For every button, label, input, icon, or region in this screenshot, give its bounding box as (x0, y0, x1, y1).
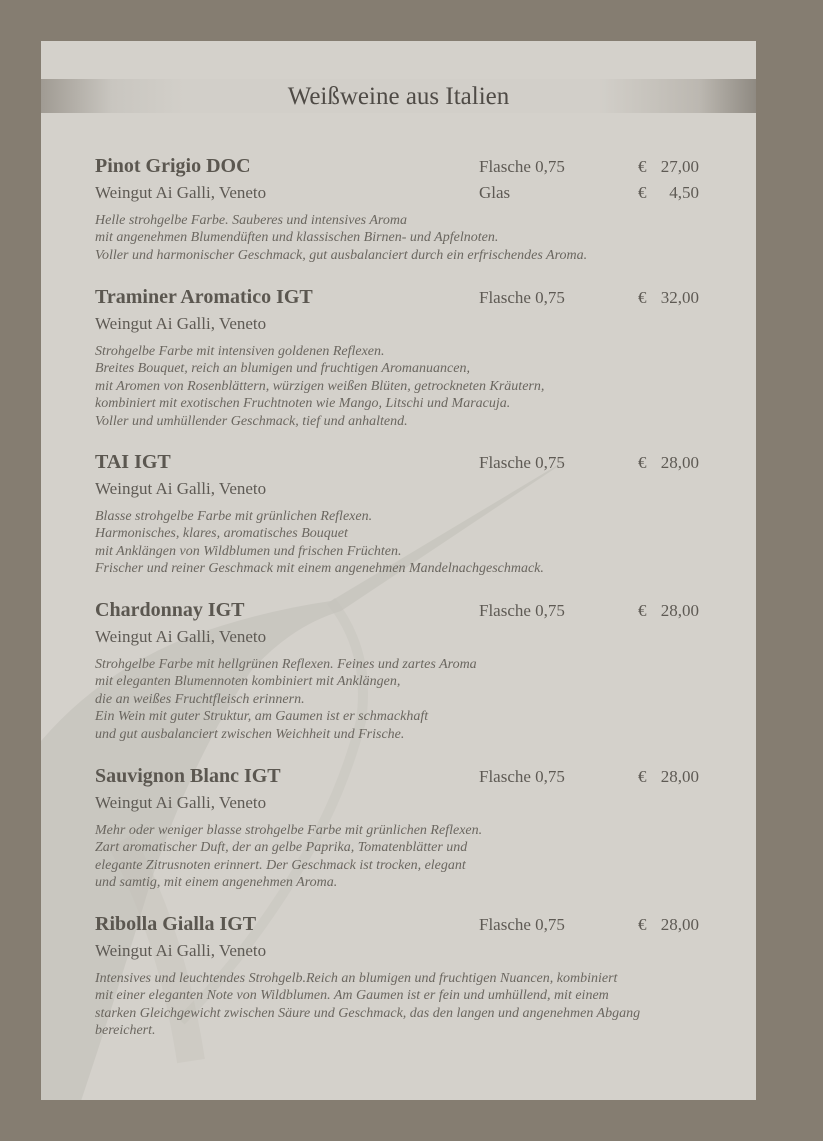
wine-producer: Weingut Ai Galli, Veneto (95, 479, 267, 498)
wine-entry (95, 599, 715, 743)
wine-description (95, 970, 715, 1040)
wine-subheader (95, 477, 715, 503)
description-line: Blasse strohgelbe Farbe mit grünlichen Reflexen. (95, 509, 373, 524)
wine-subheader (95, 791, 715, 817)
currency-symbol: € (638, 157, 647, 176)
currency-symbol: € (638, 767, 647, 786)
bottle-price: 28,00 (660, 601, 699, 620)
currency-symbol: € (638, 601, 647, 620)
wine-entry (95, 765, 715, 892)
wine-entry (95, 286, 715, 430)
wine-description (95, 508, 715, 578)
description-line: mit angenehmen Blumendüften und klassischen Birnen- und Apfelnoten. (95, 230, 499, 246)
description-line: starken Gleichgewicht zwischen Säure und Geschmack, das den langen und angenehmen Abgang (95, 1005, 641, 1021)
description-line: Breites Bouquet, reich an blumigen und fruchtigen Aromanuancen, (95, 361, 470, 377)
wine-header (95, 913, 715, 939)
wine-description (95, 212, 715, 264)
wine-header (95, 286, 715, 312)
description-line: mit eleganten Blumennoten kombiniert mit Anklängen, (95, 674, 401, 690)
wine-producer: Weingut Ai Galli, Veneto (95, 793, 267, 812)
wine-subheader (95, 625, 715, 651)
wine-subheader (95, 181, 715, 207)
bottle-size: Flasche 0,75 (479, 767, 565, 786)
wine-header (95, 155, 715, 181)
description-line: mit Aromen von Rosenblättern, würzigen weißen Blüten, getrockneten Kräutern, (95, 378, 545, 394)
description-line: elegante Zitrusnoten erinnert. Der Geschmack ist trocken, elegant (95, 857, 466, 873)
description-line: Voller und harmonischer Geschmack, gut ausbalanciert durch ein erfrischendes Aroma. (95, 247, 588, 263)
wine-header (95, 451, 715, 477)
wine-header (95, 599, 715, 625)
wine-name: TAI IGT (95, 451, 171, 473)
description-line: kombiniert mit exotischen Fruchtnoten wie Mango, Litschi und Maracuja. (95, 396, 511, 412)
wine-producer: Weingut Ai Galli, Veneto (95, 627, 267, 646)
description-line: Strohgelbe Farbe mit hellgrünen Reflexen. Feines und zartes Aroma (95, 657, 477, 672)
description-line: Harmonisches, klares, aromatisches Bouquet (95, 526, 348, 542)
description-line: Zart aromatischer Duft, der an gelbe Paprika, Tomatenblätter und (95, 840, 468, 856)
glass-size: Glas (479, 183, 511, 202)
bottle-price: 28,00 (660, 915, 699, 934)
wine-entry (95, 451, 715, 578)
bottle-size: Flasche 0,75 (479, 915, 565, 934)
description-line: Mehr oder weniger blasse strohgelbe Farbe mit grünlichen Reflexen. (95, 823, 483, 838)
wine-description (95, 822, 715, 892)
currency-symbol: € (638, 288, 647, 307)
wine-name: Traminer Aromatico IGT (95, 286, 313, 308)
description-line: und gut ausbalanciert zwischen Weichheit und Frische. (95, 726, 405, 742)
bottle-price: 28,00 (660, 453, 699, 472)
page-title: Weißweine aus Italien (287, 83, 510, 110)
menu-page (41, 41, 756, 1100)
glass-price: 4,50 (669, 183, 699, 202)
description-line: Ein Wein mit guter Struktur, am Gaumen ist er schmackhaft (95, 709, 429, 725)
wine-name: Ribolla Gialla IGT (95, 913, 257, 935)
wine-entry (95, 913, 715, 1040)
description-line: Intensives und leuchtendes Strohgelb.Reich an blumigen und fruchtigen Nuancen, kombiniert (95, 971, 618, 986)
currency-symbol: € (638, 915, 647, 934)
wine-header (95, 765, 715, 791)
wine-subheader (95, 312, 715, 338)
wine-name: Chardonnay IGT (95, 599, 245, 621)
bottle-price: 32,00 (660, 288, 699, 307)
bottle-size: Flasche 0,75 (479, 288, 565, 307)
wine-name: Pinot Grigio DOC (95, 155, 251, 177)
wine-producer: Weingut Ai Galli, Veneto (95, 941, 267, 960)
description-line: mit Anklängen von Wildblumen und frischen Früchten. (95, 543, 402, 559)
bottle-size: Flasche 0,75 (479, 601, 565, 620)
wine-producer: Weingut Ai Galli, Veneto (95, 183, 267, 202)
description-line: Strohgelbe Farbe mit intensiven goldenen Reflexen. (95, 344, 385, 359)
description-line: Voller und umhüllender Geschmack, tief und anhaltend. (95, 413, 408, 429)
wine-producer: Weingut Ai Galli, Veneto (95, 314, 267, 333)
description-line: die an weißes Fruchtfleisch erinnern. (95, 691, 305, 707)
bottle-size: Flasche 0,75 (479, 453, 565, 472)
currency-symbol: € (638, 183, 647, 202)
wine-description (95, 656, 715, 743)
bottle-price: 28,00 (660, 767, 699, 786)
wine-subheader (95, 939, 715, 965)
bottle-size: Flasche 0,75 (479, 157, 565, 176)
description-line: Frischer und reiner Geschmack mit einem angenehmen Mandelnachgeschmack. (95, 561, 544, 577)
wine-entry (95, 155, 715, 264)
wine-name: Sauvignon Blanc IGT (95, 765, 281, 787)
wine-description (95, 343, 715, 430)
description-line: und samtig, mit einem angenehmen Aroma. (95, 875, 338, 891)
currency-symbol: € (638, 453, 647, 472)
description-line: Helle strohgelbe Farbe. Sauberes und intensives Aroma (95, 213, 407, 228)
description-line: mit einer eleganten Note von Wildblumen. Am Gaumen ist er fein und umhüllend, mit einem (95, 988, 609, 1004)
description-line: bereichert. (95, 1023, 156, 1039)
bottle-price: 27,00 (660, 157, 699, 176)
